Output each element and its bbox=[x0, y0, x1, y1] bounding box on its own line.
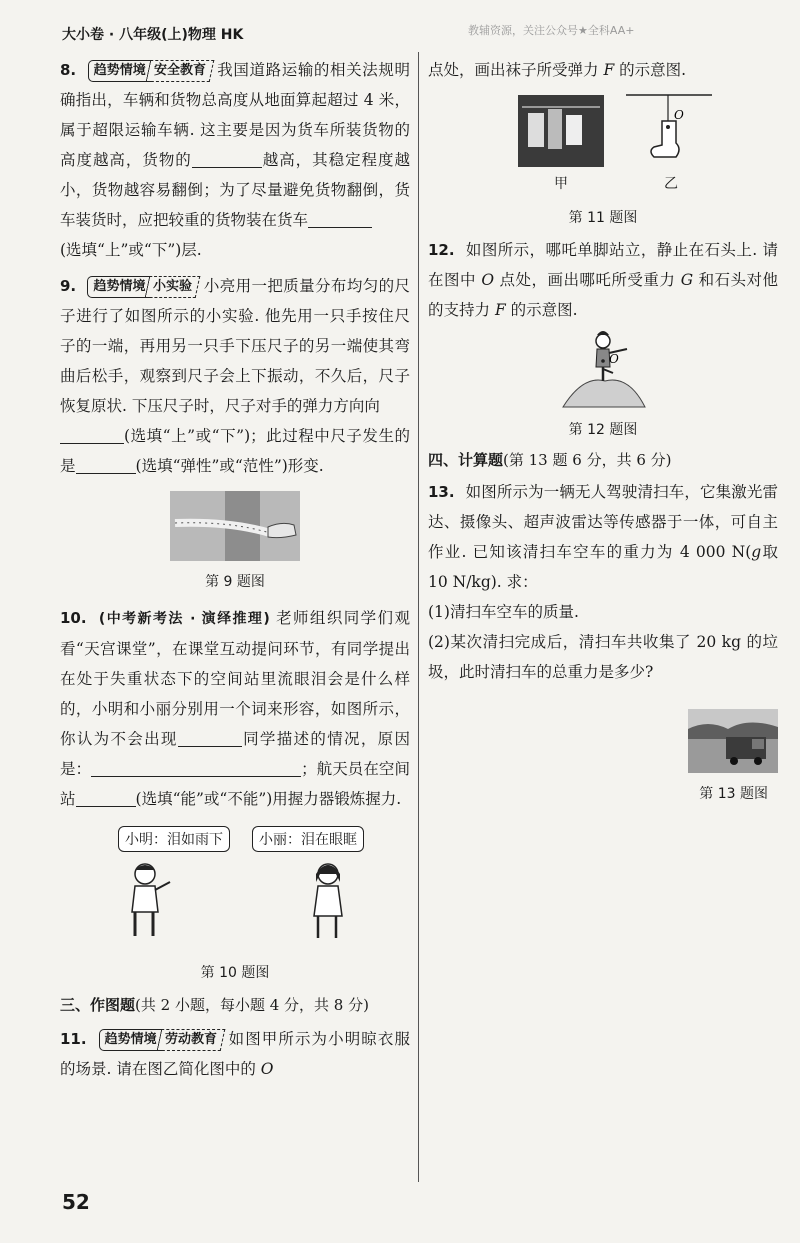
watermark-text: 教辅资源，关注公众号★全科AA+ bbox=[468, 24, 635, 37]
laundry-photo bbox=[518, 95, 604, 167]
question-text: (选填“弹性”或“范性”)形变. bbox=[135, 457, 324, 475]
tag-trend: 趋势情境 bbox=[88, 60, 151, 82]
question-number: 10. bbox=[60, 609, 87, 627]
variable-label: g bbox=[751, 543, 762, 561]
speech-bubble-xiaoli: 小丽：泪在眼眶 bbox=[252, 826, 364, 852]
question-text: 我国道路运输的相关法规明确指出，车辆和货物总高度从地面算起超过 4 米，属于超限运输车辆. 这主要是因为货车所装货物的高度越高，货物的 bbox=[60, 61, 410, 169]
figure-10 bbox=[60, 826, 410, 956]
question-text: 如图甲所示为小明晾衣服的场景. 请在图乙简化图中的 bbox=[60, 1030, 410, 1078]
figure-11 bbox=[428, 91, 778, 201]
point-label: O bbox=[260, 1060, 274, 1078]
question-11-continued bbox=[428, 55, 778, 85]
question-13 bbox=[428, 477, 778, 687]
question-text: 小亮用一把质量分布均匀的尺子进行了如图所示的小实验. 他先用一只手按住尺子的一端，再用另一只手下压尺子的另一端使其弯曲后松手，观察到尺子会上下振动，不久后，尺子恢复原状. 下压尺子时，尺子对手的弹力方向向 bbox=[60, 277, 410, 415]
question-text: 如图所示，哪吒单脚站立，静止在石头上. 请在图中 bbox=[428, 241, 778, 289]
answer-blank[interactable] bbox=[178, 728, 242, 747]
topic-tag bbox=[99, 1029, 223, 1051]
question-10 bbox=[60, 603, 410, 814]
question-text: 越高，其稳定程度越小，货物越容易翻倒；为了尽量避免货物翻倒，货车装货时，应把较重的货物装在货车 bbox=[60, 151, 410, 229]
question-text: 的示意图. bbox=[510, 301, 578, 319]
label-yi: 乙 bbox=[664, 176, 678, 192]
figure-caption: 第 12 题图 bbox=[568, 422, 638, 438]
question-number: 12. bbox=[428, 241, 455, 259]
ruler-experiment-image bbox=[170, 491, 300, 561]
tag-topic: 安全教育 bbox=[145, 60, 214, 82]
question-text: (选填“上”或“下”)层. bbox=[60, 241, 202, 259]
question-text: 取 10 N/kg). 求： bbox=[428, 543, 778, 591]
section-heading bbox=[428, 445, 778, 475]
figure-13 bbox=[428, 709, 778, 803]
sweeper-truck-photo bbox=[688, 709, 778, 773]
question-text: (选填“能”或“不能”)用握力器锻炼握力. bbox=[135, 790, 402, 808]
nezha-illustration bbox=[553, 329, 653, 409]
question-number: 8. bbox=[60, 61, 77, 79]
speech-bubble-xiaoming: 小明：泪如雨下 bbox=[118, 826, 230, 852]
topic-tag bbox=[88, 60, 212, 82]
label-jia: 甲 bbox=[554, 176, 568, 192]
question-number: 11. bbox=[60, 1030, 87, 1048]
figure-9 bbox=[60, 491, 410, 591]
answer-blank[interactable] bbox=[91, 758, 301, 777]
question-number: 9. bbox=[60, 277, 77, 295]
girl-illustration bbox=[300, 860, 360, 940]
topic-tag bbox=[87, 276, 198, 298]
question-number: 13. bbox=[428, 483, 455, 501]
section-title: 三、作图题 bbox=[60, 996, 136, 1014]
question-text: (选填“上”或“下”)；此过程中尺子发生的是 bbox=[60, 427, 410, 475]
boy-illustration bbox=[120, 860, 180, 940]
question-text: 的示意图. bbox=[619, 61, 687, 79]
sub-question: (2)某次清扫完成后，清扫车共收集了 20 kg 的垃圾，此时清扫车的总重力是多少? bbox=[428, 633, 778, 681]
page-number: 52 bbox=[62, 1190, 90, 1214]
force-label: G bbox=[680, 271, 694, 289]
question-text: 和石头对他的支持力 bbox=[428, 271, 778, 319]
tag-trend: 趋势情境 bbox=[99, 1029, 162, 1051]
point-label: O bbox=[481, 271, 495, 289]
question-text: 点处，画出袜子所受弹力 bbox=[428, 61, 599, 79]
question-text: 老师组织同学们观看“天宫课堂”，在课堂互动提问环节，有同学提出在处于失重状态下的空间站里流眼泪会是什么样的，小明和小丽分别用一个词来形容，如图所示，你认为不会出现 bbox=[60, 609, 410, 748]
question-text: ；航天员在空间站 bbox=[60, 760, 410, 808]
tag-topic: 劳动教育 bbox=[156, 1029, 225, 1051]
column-divider bbox=[418, 52, 419, 1182]
question-11 bbox=[60, 1024, 410, 1084]
right-column bbox=[428, 55, 778, 803]
question-12 bbox=[428, 235, 778, 325]
force-label: F bbox=[494, 301, 506, 319]
answer-blank[interactable] bbox=[308, 209, 372, 228]
question-text: 点处，画出哪吒所受重力 bbox=[499, 271, 676, 289]
force-label: F bbox=[603, 61, 615, 79]
question-source: (中考新考法 · 演绎推理) bbox=[98, 611, 270, 627]
point-o-label: O bbox=[674, 108, 684, 122]
sub-question: (1)清扫车空车的质量. bbox=[428, 603, 579, 621]
tag-topic: 小实验 bbox=[145, 276, 201, 298]
left-column bbox=[60, 55, 410, 1084]
section-note: (共 2 小题，每小题 4 分，共 8 分) bbox=[135, 996, 369, 1014]
section-title: 四、计算题 bbox=[428, 451, 504, 469]
figure-caption: 第 11 题图 bbox=[568, 210, 638, 226]
figure-caption: 第 13 题图 bbox=[699, 786, 768, 802]
book-title: 大小卷 · 八年级(上)物理 HK bbox=[62, 27, 244, 43]
figure-12 bbox=[428, 329, 778, 439]
answer-blank[interactable] bbox=[60, 425, 124, 444]
figure-caption: 第 10 题图 bbox=[200, 965, 270, 981]
question-9 bbox=[60, 271, 410, 481]
question-text: 如图所示为一辆无人驾驶清扫车，它集激光雷达、摄像头、超声波雷达等传感器于一体，可自主作业. 已知该清扫车空车的重力为 4 000 N( bbox=[428, 483, 778, 561]
sock-diagram bbox=[624, 91, 714, 171]
question-text: 同学描述的情况，原因是： bbox=[60, 730, 410, 778]
point-o-label: O bbox=[609, 352, 619, 366]
tag-trend: 趋势情境 bbox=[87, 276, 150, 298]
answer-blank[interactable] bbox=[76, 455, 136, 474]
question-8 bbox=[60, 55, 410, 265]
answer-blank[interactable] bbox=[76, 788, 136, 807]
answer-blank[interactable] bbox=[192, 149, 262, 168]
figure-caption: 第 9 题图 bbox=[205, 574, 265, 590]
section-heading bbox=[60, 990, 410, 1020]
section-note: (第 13 题 6 分，共 6 分) bbox=[503, 451, 672, 469]
